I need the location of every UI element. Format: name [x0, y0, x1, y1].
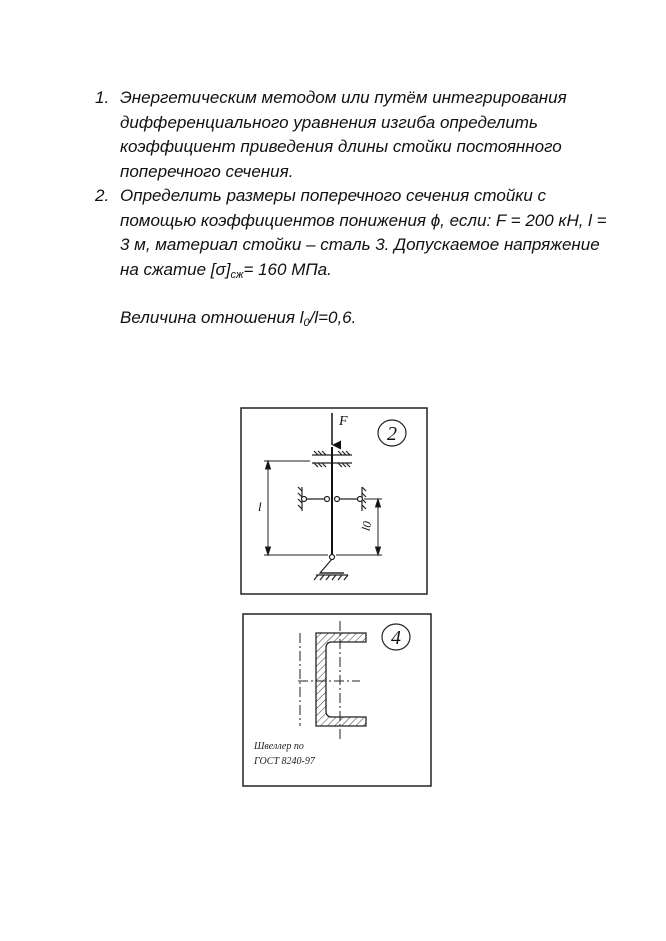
ratio-prefix: Величина отношения l	[120, 308, 304, 327]
task-text-part: = 160 МПа.	[243, 259, 332, 279]
sigma-subscript: сж	[230, 268, 244, 281]
figure-frame	[241, 408, 427, 594]
task-text-part: Определить размеры поперечного сечения стойки с помощью коэффициентов понижения ϕ, если: F = 200 кН, l = 3 м, материал стойки – сталь 3. Допускаемое напряжение на сжатие	[120, 186, 607, 279]
profile-caption-line-1: Швеллер по	[254, 741, 304, 752]
scheme-number-badge	[378, 420, 406, 446]
channel-section-figure	[242, 613, 432, 787]
sigma-symbol: [σ]	[210, 259, 231, 279]
column-scheme-figure	[240, 407, 428, 595]
task-text	[120, 184, 615, 282]
task-number: 2.	[95, 186, 110, 205]
length-label: l	[258, 499, 262, 514]
channel-profile	[316, 633, 366, 726]
scheme-number-badge	[382, 624, 410, 650]
pinned-support	[314, 555, 348, 581]
scheme-number: 4	[391, 627, 401, 649]
ratio-suffix: /l=0,6.	[309, 308, 357, 327]
ratio-subscript: 0	[303, 317, 310, 329]
allowable-stress-symbol	[211, 260, 244, 279]
force-label: F	[339, 414, 348, 429]
task-2	[95, 184, 615, 282]
support-length-label: l0	[358, 520, 375, 532]
task-list	[95, 86, 615, 331]
length-ratio-line	[95, 306, 615, 331]
profile-caption-line-2: ГОСТ 8240-97	[254, 756, 315, 767]
length-dimension	[264, 461, 328, 555]
task-number: 1.	[95, 88, 110, 107]
task-text: Энергетическим методом или путём интегрирования дифференциального уравнения изгиба определить коэффициент приведения длины стойки постоянного поперечного сечения.	[120, 88, 567, 181]
channel-section-drawing	[242, 613, 432, 787]
task-1	[95, 86, 615, 184]
column-scheme-drawing	[240, 407, 428, 595]
scheme-number: 2	[387, 423, 397, 445]
